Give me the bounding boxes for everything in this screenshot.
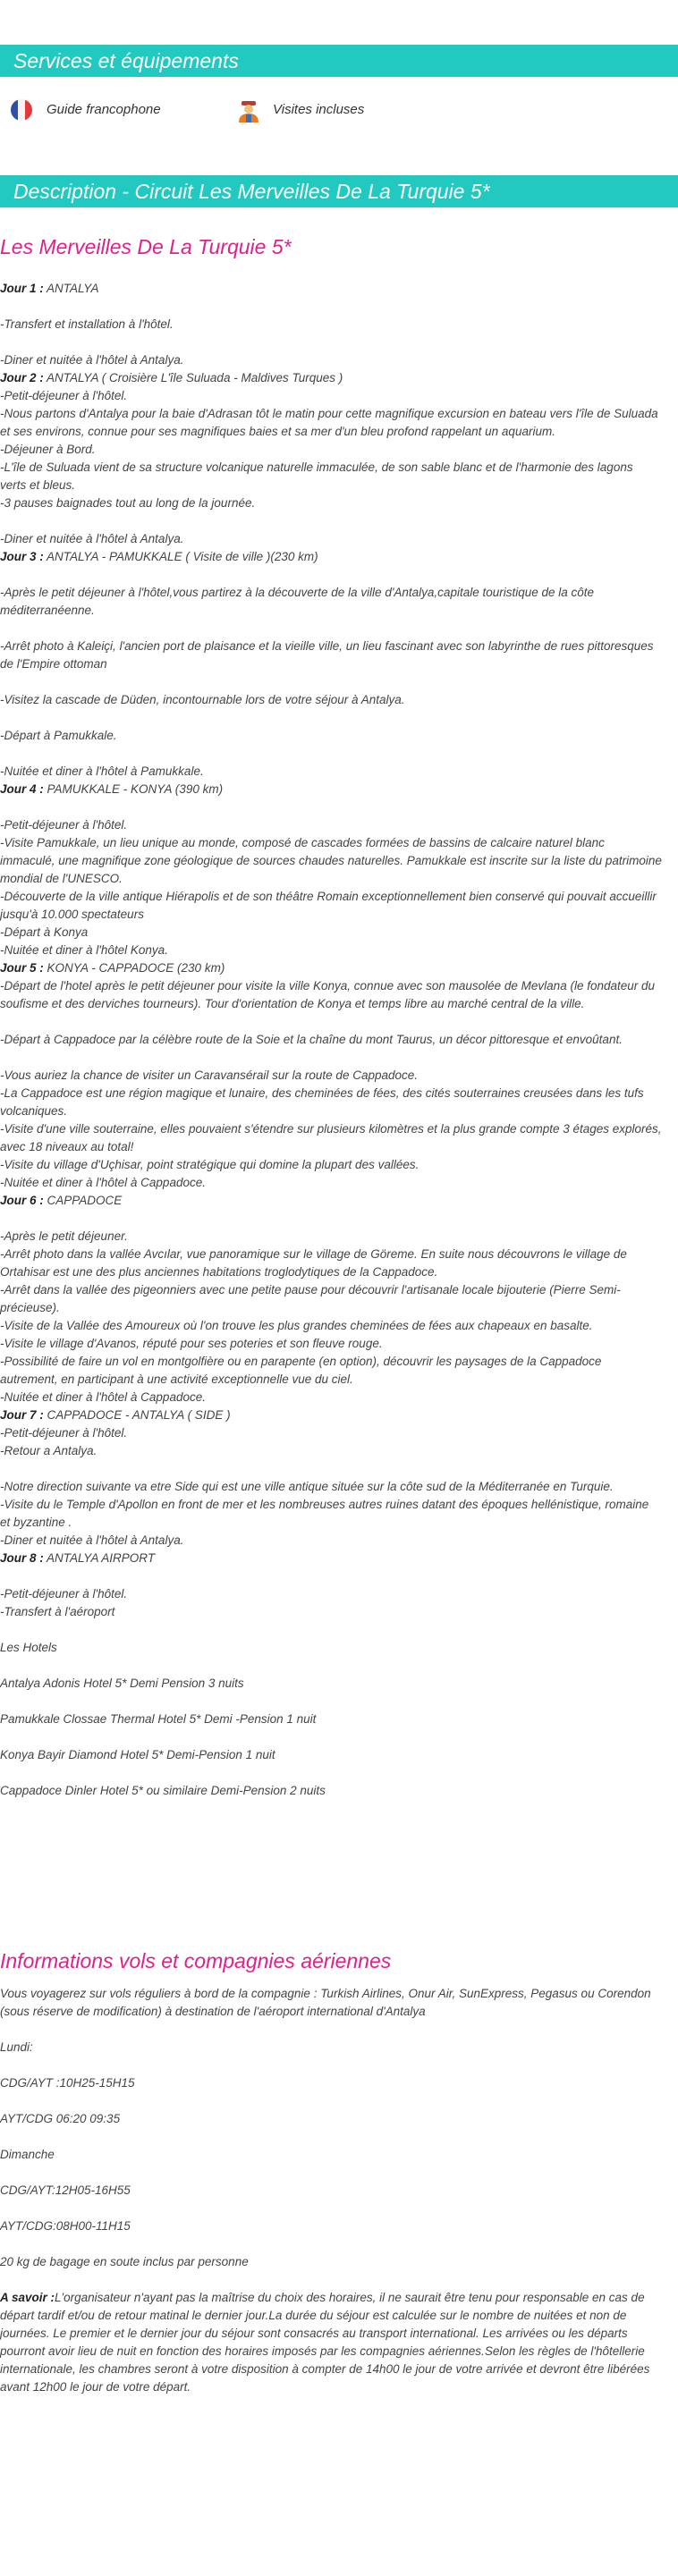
text-line	[0, 1281, 662, 1317]
flights-heading: Informations vols et compagnies aériennes	[0, 1949, 392, 1972]
itinerary-text	[0, 280, 662, 1818]
text-line	[0, 369, 662, 387]
text-line	[0, 280, 662, 298]
line-text: -3 pauses baignades tout au long de la journée.	[0, 496, 256, 510]
text-line	[0, 1246, 662, 1281]
text-line	[0, 1639, 662, 1657]
text-block	[0, 2039, 662, 2057]
line-text: Vous voyagerez sur vols réguliers à bord de la compagnie : Turkish Airlines, Onur Air, SunExpress, Pegasus ou Corendon (sous réserve de modification) à destination de l'aéroport international d'Antalya	[0, 1987, 651, 2018]
text-line	[0, 351, 662, 369]
line-text: -Transfert à l'aéroport	[0, 1605, 115, 1618]
description-heading: Description - Circuit Les Merveilles De La Turquie 5*	[0, 175, 678, 207]
text-line	[0, 1532, 662, 1550]
services-list	[9, 97, 671, 123]
line-text: -La Cappadoce est une région magique et lunaire, des cheminées de fées, des cités souterraines creusées dans les tufs volcaniques.	[0, 1086, 644, 1118]
text-line	[0, 2076, 135, 2090]
day-label: Jour 5 :	[0, 961, 44, 975]
text-line	[0, 1192, 662, 1210]
line-text: -Arrêt photo à Kaleiçi, l'ancien port de plaisance et la vieille ville, un lieu fascinant avec son labyrinthe de rues pittoresques de l'Empire ottoman	[0, 639, 654, 671]
services-heading: Services et équipements	[0, 45, 678, 77]
text-line	[0, 1782, 662, 1800]
text-line	[0, 1424, 662, 1442]
flag-france-icon	[9, 99, 34, 121]
text-line	[0, 888, 662, 924]
text-block	[0, 1985, 662, 2021]
text-line	[0, 1406, 662, 1424]
text-line	[0, 816, 662, 834]
text-line	[0, 1710, 662, 1728]
line-text: -Diner et nuitée à l'hôtel à Antalya.	[0, 353, 184, 367]
text-block	[0, 2253, 662, 2271]
line-text: -Visite de la Vallée des Amoureux où l'on trouve les plus grandes cheminées de fées aux chapeaux en basalte.	[0, 1319, 593, 1332]
text-block	[0, 2182, 662, 2200]
text-block	[0, 691, 662, 709]
text-block	[0, 1746, 662, 1764]
line-text: L'organisateur n'ayant pas la maîtrise du choix des horaires, il ne saurait être tenu pour responsable en cas de départ tardif et/ou de retour matinal le dernier jour.	[0, 2291, 645, 2322]
day-label: Jour 2 :	[0, 371, 44, 384]
text-block	[0, 1228, 662, 1460]
text-line	[0, 316, 662, 334]
line-text: Konya Bayir Diamond Hotel 5* Demi-Pension 1 nuit	[0, 1748, 275, 1761]
line-text: -Déjeuner à Bord.	[0, 443, 96, 456]
text-line	[0, 1031, 662, 1049]
line-text: Lundi:	[0, 2040, 33, 2054]
text-line	[0, 1335, 662, 1353]
line-text: -Petit-déjeuner à l'hôtel.	[0, 1426, 128, 1440]
line-text: Pamukkale Clossae Thermal Hotel 5* Demi -Pension 1 nuit	[0, 1712, 317, 1726]
line-text: -Nuitée et diner à l'hôtel à Pamukkale.	[0, 764, 204, 778]
line-text: AYT/CDG 06:20 09:35	[0, 2112, 121, 2125]
day-label: Jour 4 :	[0, 782, 44, 796]
text-block	[0, 530, 662, 566]
text-line	[0, 924, 662, 942]
line-text: ANTALYA	[43, 282, 99, 295]
service-label: Visites incluses	[273, 102, 365, 117]
line-text: -Nuitée et diner à l'hôtel Konya.	[0, 943, 168, 957]
line-text: -Visite le village d'Avanos, réputé pour ses poteries et son fleuve rouge.	[0, 1337, 383, 1350]
text-block	[0, 1782, 662, 1800]
day-label: Jour 6 :	[0, 1194, 44, 1207]
line-text: AYT/CDG:08H00-11H15	[0, 2219, 131, 2233]
line-text: -Départ à Pamukkale.	[0, 729, 117, 742]
line-text: Cappadoce Dinler Hotel 5* ou similaire Demi-Pension 2 nuits	[0, 1784, 326, 1797]
day-label: Jour 1 :	[0, 282, 44, 295]
line-text: -Arrêt dans la vallée des pigeonniers avec une petite pause pour découvrir l'artisanale locale bijouterie (Pierre Semi-précieuse).	[0, 1283, 621, 1314]
text-line	[0, 1174, 662, 1192]
text-line	[0, 1156, 662, 1174]
text-line	[0, 1317, 662, 1335]
day-label: Jour 7 :	[0, 1408, 44, 1422]
line-text: -Départ de l'hotel après le petit déjeuner pour visite la ville Konya, connue avec son mausolée de Mevlana (le fondateur du soufisme et des derviches tourneurs). Tour d'orientation de Konya et temps libre au marché central de la ville.	[0, 979, 656, 1010]
line-text: -Petit-déjeuner à l'hôtel.	[0, 1587, 128, 1600]
line-text: -Départ à Cappadoce par la célèbre route de la Soie et la chaîne du mont Taurus, un décor pittoresque et envoûtant.	[0, 1033, 623, 1046]
circuit-title: Les Merveilles De La Turquie 5*	[0, 235, 292, 258]
text-line	[0, 2219, 131, 2233]
text-line	[0, 1585, 662, 1603]
text-block	[0, 2146, 662, 2164]
text-block	[0, 351, 662, 512]
text-block	[0, 2289, 662, 2396]
day-label: Jour 3 :	[0, 550, 44, 563]
text-block	[0, 316, 662, 334]
line-text: -L'île de Suluada vient de sa structure volcanique naturelle immaculée, de son sable blanc et de l'harmonie des lagons verts et bleus.	[0, 460, 633, 492]
line-text: Antalya Adonis Hotel 5* Demi Pension 3 nuits	[0, 1677, 244, 1690]
text-block	[0, 2217, 662, 2235]
text-line	[0, 548, 662, 566]
line-text: -Arrêt photo dans la vallée Avcılar, vue panoramique sur le village de Göreme. En suite nous découvrons le village de Ortahisar est une des plus anciennes habitations troglodytiques de la Cappadoce.	[0, 1247, 627, 1279]
text-line	[0, 834, 662, 888]
day-label: Jour 8 :	[0, 1551, 44, 1565]
text-line	[0, 2148, 55, 2161]
line-text: -Visite d'une ville souterraine, elles pouvaient s'étendre sur plusieurs kilomètres et la plus grande compte 3 étages explorés, avec 18 niveaux au total!	[0, 1122, 662, 1153]
line-text: Dimanche	[0, 2148, 55, 2161]
text-line	[0, 1120, 662, 1156]
text-line	[0, 494, 662, 512]
text-block	[0, 763, 662, 798]
text-block	[0, 1478, 662, 1567]
line-text: CAPPADOCE - ANTALYA ( SIDE )	[43, 1408, 231, 1422]
text-line	[0, 1987, 651, 2018]
text-block	[0, 280, 662, 298]
line-text: Selon les règles de l'hôtellerie internationale, les chambres seront à votre disposition à compter de 14h00 le jour de votre arrivée et devront être libérées avant 12h00 le jour de votre départ.	[0, 2344, 650, 2394]
text-block	[0, 2074, 662, 2092]
line-text: Les Hotels	[0, 1641, 57, 1654]
text-line	[0, 763, 662, 781]
flights-info-text	[0, 1985, 662, 2414]
line-text: ANTALYA - PAMUKKALE ( Visite de ville )(230 km)	[43, 550, 318, 563]
service-label: Guide francophone	[47, 102, 161, 117]
line-text: -Notre direction suivante va etre Side qui est une ville antique située sur la côte sud de la Méditerranée en Turquie.	[0, 1480, 614, 1493]
text-line	[0, 1085, 662, 1120]
line-text: La durée du séjour est calculée sur le nombre de nuitées et non de journées. Le premier et le dernier jour du séjour sont consacrés au transport international. Les arrivées ou les départs pourront avoir lieu de nuit en fonction des horaires imposés par les compagnies aériennes.	[0, 2309, 628, 2358]
line-text: -Visite du le Temple d'Apollon en front de mer et les nombreuses autres ruines datant des époques hellénistique, romaine et byzantine .	[0, 1498, 649, 1529]
line-text: -Nuitée et diner à l'hôtel à Cappadoce.	[0, 1176, 206, 1189]
text-line	[0, 459, 662, 494]
text-line	[0, 2291, 55, 2304]
line-text: -Départ à Konya	[0, 925, 89, 939]
text-line	[0, 1228, 662, 1246]
text-line	[0, 387, 662, 405]
text-block	[0, 1710, 662, 1728]
text-line	[0, 2255, 249, 2268]
text-block	[0, 1675, 662, 1693]
text-line	[0, 959, 662, 977]
text-block	[0, 1067, 662, 1210]
text-line	[0, 2183, 131, 2197]
line-text: -Diner et nuitée à l'hôtel à Antalya.	[0, 532, 184, 545]
text-line	[0, 1442, 662, 1460]
text-block	[0, 1585, 662, 1621]
text-line	[0, 1550, 662, 1567]
text-line	[0, 691, 662, 709]
line-text: CAPPADOCE	[43, 1194, 123, 1207]
text-block	[0, 1031, 662, 1049]
line-text: -Après le petit déjeuner.	[0, 1229, 128, 1243]
text-line	[0, 942, 662, 959]
text-line	[0, 1478, 662, 1496]
line-text: ANTALYA ( Croisière L'île Suluada - Maldives Turques )	[43, 371, 343, 384]
line-text: -Possibilité de faire un vol en montgolfière ou en parapente (en option), découvrir les paysages de la Cappadoce autrement, en participant à une activité exceptionnelle vue du ciel.	[0, 1355, 602, 1386]
line-text: -Après le petit déjeuner à l'hôtel,vous partirez à la découverte de la ville d'Antalya,capitale touristique de la côte méditerranéenne.	[0, 586, 595, 617]
line-text: -Diner et nuitée à l'hôtel à Antalya.	[0, 1533, 184, 1547]
line-text: 20 kg de bagage en soute inclus par personne	[0, 2255, 249, 2268]
line-text: -Retour a Antalya.	[0, 1444, 97, 1457]
text-block	[0, 2110, 662, 2128]
text-block	[0, 816, 662, 1013]
line-text: KONYA - CAPPADOCE (230 km)	[43, 961, 225, 975]
line-text: CDG/AYT:12H05-16H55	[0, 2183, 131, 2197]
line-text: ANTALYA AIRPORT	[43, 1551, 156, 1565]
line-text: -Transfert et installation à l'hôtel.	[0, 317, 174, 331]
text-line	[0, 1746, 662, 1764]
text-line	[0, 2112, 120, 2125]
line-text: CDG/AYT :10H25-15H15	[0, 2076, 135, 2090]
text-line	[0, 1603, 662, 1621]
text-line	[0, 1675, 662, 1693]
text-line	[0, 1353, 662, 1389]
text-block	[0, 727, 662, 745]
line-text: -Visitez la cascade de Düden, incontournable lors de votre séjour à Antalya.	[0, 693, 405, 706]
text-line	[0, 977, 662, 1013]
line-text: -Découverte de la ville antique Hiérapolis et de son théâtre Romain exceptionnellement bien conservé qui pouvait accueillir jusqu'à 10.000 spectateurs	[0, 890, 657, 921]
text-line	[0, 584, 662, 620]
text-block	[0, 584, 662, 620]
text-line	[0, 1389, 662, 1406]
line-text: -Nous partons d'Antalya pour la baie d'Adrasan tôt le matin pour cette magnifique excursion en bateau vers l'île de Suluada et ses environs, connue pour ses magnifiques baies et sa mer d'un bleu profond rappelant un aquarium.	[0, 407, 658, 438]
line-text: PAMUKKALE - KONYA (390 km)	[43, 782, 224, 796]
text-line	[0, 638, 662, 673]
text-line	[0, 441, 662, 459]
text-block	[0, 1639, 662, 1657]
text-line	[0, 530, 662, 548]
line-text: -Vous auriez la chance de visiter un Caravansérail sur la route de Cappadoce.	[0, 1068, 419, 1082]
line-text: -Petit-déjeuner à l'hôtel.	[0, 818, 128, 832]
text-line	[0, 781, 662, 798]
text-line	[0, 1496, 662, 1532]
day-label: A savoir :	[0, 2291, 55, 2304]
line-text: -Nuitée et diner à l'hôtel à Cappadoce.	[0, 1390, 206, 1404]
text-line	[0, 727, 662, 745]
line-text: -Visite du village d'Uçhisar, point stratégique qui domine la plupart des vallées.	[0, 1158, 420, 1171]
line-text: -Petit-déjeuner à l'hôtel.	[0, 389, 128, 402]
text-line	[0, 405, 662, 441]
tour-guide-icon	[235, 99, 262, 122]
line-text: -Visite Pamukkale, un lieu unique au monde, composé de cascades formées de bassins de calcaire naturel blanc immaculé, une magnifique zone géologique de sources chaudes naturelles. Pamukkale est inscrite sur la liste du patrimoine mondial de l'UNESCO.	[0, 836, 662, 885]
text-line	[0, 2040, 33, 2054]
text-line	[0, 1067, 662, 1085]
text-block	[0, 638, 662, 673]
